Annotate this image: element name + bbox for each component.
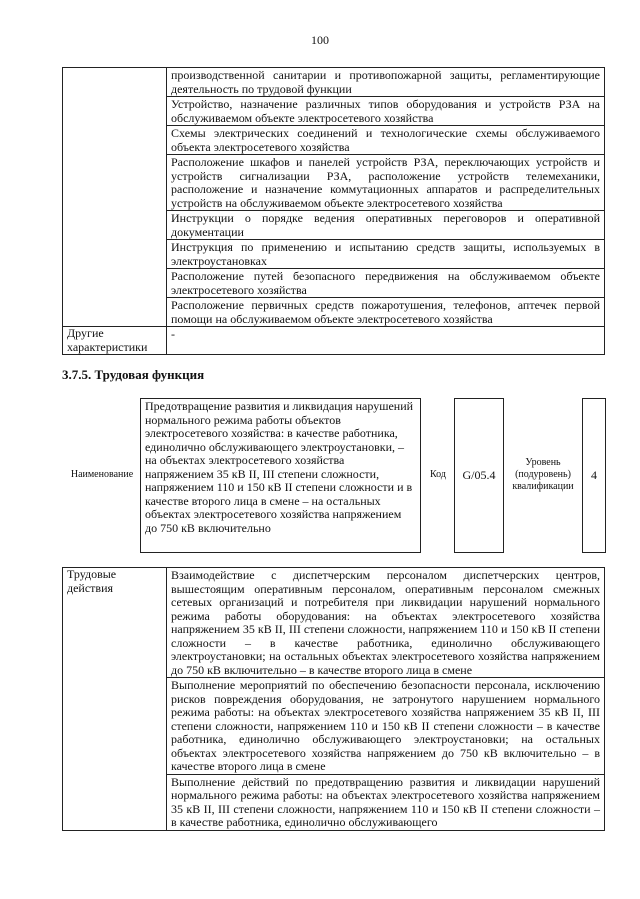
function-name: Предотвращение развития и ликвидация нарушений нормального режима работы объектов электросетевого хозяйства: в качестве работника, единолично обслуживающего электроустановки, – на объектах электросетевого хозяйства напряжением 35 кВ II, III степени сложности, напряжением 110 и 150 кВ II степени сложности и в качестве второго лица в смене – на остальных объектах электросетевого хозяйства напряжением до 750 кВ включительно [140, 398, 421, 553]
table-cell: Взаимодействие с диспетчерским персоналом диспетчерских центров, вышестоящим оперативным персоналом, оперативным персоналом смежных сетевых организаций и потребителя при ликвидации нарушений нормального режима работы оборудования: на объектах электросетевого хозяйства напряжением 35 кВ II, III степени сложности, напряжением 110 и 150 кВ II степени сложности – в качестве работника, единолично обслуживающего электроустановки; на остальных объектах электросетевого хозяйства напряжением до 750 кВ включительно – в качестве второго лица в смене [167, 568, 605, 678]
labor-actions-label: Трудовые действия [63, 568, 167, 831]
table-cell: Выполнение мероприятий по обеспечению безопасности персонала, исключению рисков повреждения оборудования, не затронутого нарушением нормального режима работы: на объектах электросетевого хозяйства напряжением 35 кВ II, III степени сложности, напряжением 110 и 150 кВ II степени сложности – в качестве работника, единолично обслуживающего электроустановки; на остальных объектах электросетевого хозяйства напряжением до 750 кВ включительно – в качестве второго лица в смене [167, 678, 605, 775]
other-characteristics-value: - [167, 327, 605, 355]
table-cell: Выполнение действий по предотвращению развития и ликвидации нарушений нормального режима работы: на объектах электросетевого хозяйства напряжением 35 кВ II, III степени сложности, напряжением 110 и 150 кВ II степени сложности – в качестве работника, единолично обслуживающего [167, 774, 605, 830]
page-number: 100 [311, 33, 329, 47]
other-characteristics-label: Другие характеристики [63, 327, 167, 355]
table-row [63, 568, 605, 678]
name-label: Наименование [70, 469, 134, 480]
function-code: G/05.4 [454, 398, 504, 553]
table-row [63, 327, 605, 355]
table-row [63, 68, 605, 97]
level-label: Уровень (подуровень) квалификации [512, 457, 574, 492]
table-cell: Устройство, назначение различных типов оборудования и устройств РЗА на обслуживаемом объекте электросетевого хозяйства [167, 97, 605, 126]
section-heading: 3.7.5. Трудовая функция [62, 367, 205, 382]
table-cell: Расположение путей безопасного передвижения на обслуживаемом объекте электросетевого хозяйства [167, 269, 605, 298]
table-cell: Расположение шкафов и панелей устройств РЗА, переключающих устройств и устройств сигнализации РЗА, расположение устройств телемеханики, расположение и назначение коммутационных аппаратов и распределительных устройств на обслуживаемом объекте электросетевого хозяйства [167, 155, 605, 211]
table-label-cell [63, 68, 167, 327]
table-cell: Схемы электрических соединений и технологические схемы обслуживаемого объекта электросетевого хозяйства [167, 126, 605, 155]
knowledge-table [62, 67, 605, 355]
table-cell: Инструкция по применению и испытанию средств защиты, используемых в электроустановках [167, 240, 605, 269]
labor-actions-table [62, 567, 605, 831]
table-cell: производственной санитарии и противопожарной защиты, регламентирующие деятельность по трудовой функции [167, 68, 605, 97]
code-label: Код [430, 469, 446, 480]
qualification-level: 4 [582, 398, 606, 553]
table-cell: Инструкции о порядке ведения оперативных переговоров и оперативной документации [167, 211, 605, 240]
table-cell: Расположение первичных средств пожаротушения, телефонов, аптечек первой помощи на обслуживаемом объекте электросетевого хозяйства [167, 298, 605, 327]
